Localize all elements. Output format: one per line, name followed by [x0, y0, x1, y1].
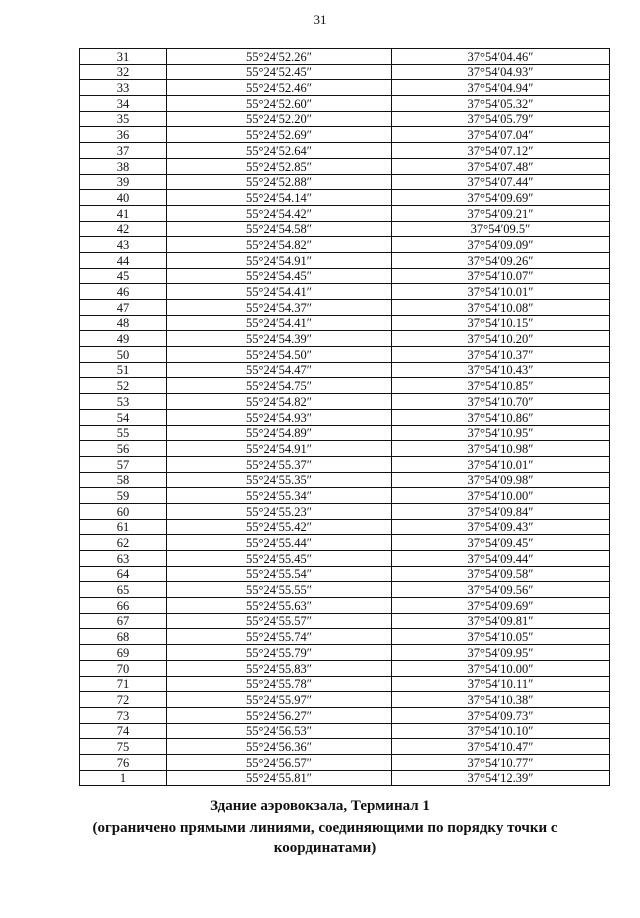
table-row	[80, 158, 610, 174]
point-number-cell: 61	[80, 519, 167, 535]
longitude-cell: 37°54′09.21″	[392, 205, 610, 221]
longitude-cell: 37°54′09.44″	[392, 551, 610, 567]
longitude-cell: 37°54′10.20″	[392, 331, 610, 347]
latitude-cell: 55°24′55.44″	[167, 535, 392, 551]
table-row	[80, 629, 610, 645]
point-number-cell: 43	[80, 237, 167, 253]
table-row	[80, 503, 610, 519]
point-number-cell: 74	[80, 723, 167, 739]
point-number-cell: 32	[80, 64, 167, 80]
latitude-cell: 55°24′54.39″	[167, 331, 392, 347]
latitude-cell: 55°24′54.45″	[167, 268, 392, 284]
longitude-cell: 37°54′04.94″	[392, 80, 610, 96]
latitude-cell: 55°24′54.93″	[167, 409, 392, 425]
latitude-cell: 55°24′55.63″	[167, 598, 392, 614]
longitude-cell: 37°54′09.5″	[392, 221, 610, 237]
longitude-cell: 37°54′10.00″	[392, 488, 610, 504]
point-number-cell: 65	[80, 582, 167, 598]
point-number-cell: 35	[80, 111, 167, 127]
longitude-cell: 37°54′09.98″	[392, 472, 610, 488]
point-number-cell: 38	[80, 158, 167, 174]
longitude-cell: 37°54′09.69″	[392, 190, 610, 206]
point-number-cell: 54	[80, 409, 167, 425]
point-number-cell: 53	[80, 394, 167, 410]
table-row	[80, 300, 610, 316]
latitude-cell: 55°24′55.83″	[167, 660, 392, 676]
point-number-cell: 63	[80, 551, 167, 567]
point-number-cell: 37	[80, 143, 167, 159]
latitude-cell: 55°24′56.57″	[167, 754, 392, 770]
coordinates-table-body	[80, 49, 610, 786]
point-number-cell: 56	[80, 441, 167, 457]
longitude-cell: 37°54′07.44″	[392, 174, 610, 190]
table-row	[80, 315, 610, 331]
longitude-cell: 37°54′10.01″	[392, 456, 610, 472]
point-number-cell: 47	[80, 300, 167, 316]
table-row	[80, 723, 610, 739]
table-row	[80, 205, 610, 221]
point-number-cell: 50	[80, 347, 167, 363]
latitude-cell: 55°24′54.82″	[167, 237, 392, 253]
point-number-cell: 71	[80, 676, 167, 692]
section-subtitle: (ограничено прямыми линиями, соединяющими по порядку точки с координатами)	[92, 820, 558, 856]
latitude-cell: 55°24′55.81″	[167, 770, 392, 786]
point-number-cell: 40	[80, 190, 167, 206]
point-number-cell: 62	[80, 535, 167, 551]
longitude-cell: 37°54′10.05″	[392, 629, 610, 645]
point-number-cell: 51	[80, 362, 167, 378]
latitude-cell: 55°24′55.35″	[167, 472, 392, 488]
longitude-cell: 37°54′10.47″	[392, 739, 610, 755]
table-row	[80, 362, 610, 378]
table-row	[80, 268, 610, 284]
table-row	[80, 127, 610, 143]
longitude-cell: 37°54′05.32″	[392, 96, 610, 112]
latitude-cell: 55°24′55.97″	[167, 692, 392, 708]
table-row	[80, 347, 610, 363]
latitude-cell: 55°24′52.46″	[167, 80, 392, 96]
table-row	[80, 456, 610, 472]
table-row	[80, 770, 610, 786]
longitude-cell: 37°54′09.43″	[392, 519, 610, 535]
longitude-cell: 37°54′07.04″	[392, 127, 610, 143]
table-row	[80, 551, 610, 567]
table-row	[80, 754, 610, 770]
longitude-cell: 37°54′09.69″	[392, 598, 610, 614]
longitude-cell: 37°54′09.81″	[392, 613, 610, 629]
page-number: 31	[313, 12, 327, 27]
point-number-cell: 31	[80, 49, 167, 65]
table-row	[80, 174, 610, 190]
table-row	[80, 676, 610, 692]
longitude-cell: 37°54′10.37″	[392, 347, 610, 363]
latitude-cell: 55°24′55.57″	[167, 613, 392, 629]
table-row	[80, 707, 610, 723]
latitude-cell: 55°24′55.23″	[167, 503, 392, 519]
point-number-cell: 33	[80, 80, 167, 96]
table-row	[80, 519, 610, 535]
table-row	[80, 284, 610, 300]
latitude-cell: 55°24′56.36″	[167, 739, 392, 755]
table-row	[80, 598, 610, 614]
table-row	[80, 660, 610, 676]
point-number-cell: 48	[80, 315, 167, 331]
point-number-cell: 75	[80, 739, 167, 755]
longitude-cell: 37°54′09.45″	[392, 535, 610, 551]
table-row	[80, 64, 610, 80]
point-number-cell: 58	[80, 472, 167, 488]
latitude-cell: 55°24′55.45″	[167, 551, 392, 567]
latitude-cell: 55°24′55.55″	[167, 582, 392, 598]
longitude-cell: 37°54′09.84″	[392, 503, 610, 519]
table-row	[80, 441, 610, 457]
point-number-cell: 76	[80, 754, 167, 770]
longitude-cell: 37°54′07.12″	[392, 143, 610, 159]
point-number-cell: 44	[80, 252, 167, 268]
point-number-cell: 39	[80, 174, 167, 190]
latitude-cell: 55°24′54.50″	[167, 347, 392, 363]
latitude-cell: 55°24′52.45″	[167, 64, 392, 80]
table-row	[80, 613, 610, 629]
point-number-cell: 67	[80, 613, 167, 629]
latitude-cell: 55°24′54.47″	[167, 362, 392, 378]
latitude-cell: 55°24′52.64″	[167, 143, 392, 159]
latitude-cell: 55°24′52.69″	[167, 127, 392, 143]
point-number-cell: 68	[80, 629, 167, 645]
table-row	[80, 425, 610, 441]
point-number-cell: 49	[80, 331, 167, 347]
longitude-cell: 37°54′07.48″	[392, 158, 610, 174]
latitude-cell: 55°24′54.89″	[167, 425, 392, 441]
point-number-cell: 34	[80, 96, 167, 112]
longitude-cell: 37°54′09.26″	[392, 252, 610, 268]
longitude-cell: 37°54′04.46″	[392, 49, 610, 65]
longitude-cell: 37°54′10.43″	[392, 362, 610, 378]
latitude-cell: 55°24′55.74″	[167, 629, 392, 645]
latitude-cell: 55°24′54.91″	[167, 441, 392, 457]
table-row	[80, 143, 610, 159]
longitude-cell: 37°54′10.77″	[392, 754, 610, 770]
table-row	[80, 566, 610, 582]
latitude-cell: 55°24′55.78″	[167, 676, 392, 692]
longitude-cell: 37°54′09.56″	[392, 582, 610, 598]
latitude-cell: 55°24′56.53″	[167, 723, 392, 739]
table-row	[80, 221, 610, 237]
longitude-cell: 37°54′04.93″	[392, 64, 610, 80]
latitude-cell: 55°24′55.34″	[167, 488, 392, 504]
point-number-cell: 60	[80, 503, 167, 519]
longitude-cell: 37°54′10.70″	[392, 394, 610, 410]
point-number-cell: 1	[80, 770, 167, 786]
table-row	[80, 692, 610, 708]
longitude-cell: 37°54′09.09″	[392, 237, 610, 253]
latitude-cell: 55°24′55.42″	[167, 519, 392, 535]
latitude-cell: 55°24′54.41″	[167, 284, 392, 300]
latitude-cell: 55°24′54.37″	[167, 300, 392, 316]
latitude-cell: 55°24′54.91″	[167, 252, 392, 268]
latitude-cell: 55°24′56.27″	[167, 707, 392, 723]
longitude-cell: 37°54′10.11″	[392, 676, 610, 692]
longitude-cell: 37°54′10.10″	[392, 723, 610, 739]
longitude-cell: 37°54′10.85″	[392, 378, 610, 394]
longitude-cell: 37°54′09.73″	[392, 707, 610, 723]
table-row	[80, 488, 610, 504]
latitude-cell: 55°24′52.26″	[167, 49, 392, 65]
point-number-cell: 73	[80, 707, 167, 723]
latitude-cell: 55°24′55.37″	[167, 456, 392, 472]
point-number-cell: 41	[80, 205, 167, 221]
table-row	[80, 331, 610, 347]
table-row	[80, 237, 610, 253]
latitude-cell: 55°24′55.79″	[167, 645, 392, 661]
longitude-cell: 37°54′10.07″	[392, 268, 610, 284]
table-row	[80, 111, 610, 127]
latitude-cell: 55°24′54.42″	[167, 205, 392, 221]
point-number-cell: 64	[80, 566, 167, 582]
table-row	[80, 96, 610, 112]
table-row	[80, 190, 610, 206]
table-row	[80, 252, 610, 268]
table-row	[80, 409, 610, 425]
latitude-cell: 55°24′52.20″	[167, 111, 392, 127]
longitude-cell: 37°54′10.95″	[392, 425, 610, 441]
point-number-cell: 52	[80, 378, 167, 394]
latitude-cell: 55°24′54.82″	[167, 394, 392, 410]
longitude-cell: 37°54′10.01″	[392, 284, 610, 300]
longitude-cell: 37°54′10.15″	[392, 315, 610, 331]
table-row	[80, 582, 610, 598]
table-row	[80, 645, 610, 661]
point-number-cell: 55	[80, 425, 167, 441]
table-row	[80, 739, 610, 755]
table-row	[80, 378, 610, 394]
point-number-cell: 46	[80, 284, 167, 300]
point-number-cell: 42	[80, 221, 167, 237]
latitude-cell: 55°24′52.88″	[167, 174, 392, 190]
point-number-cell: 66	[80, 598, 167, 614]
latitude-cell: 55°24′54.14″	[167, 190, 392, 206]
point-number-cell: 57	[80, 456, 167, 472]
table-row	[80, 394, 610, 410]
latitude-cell: 55°24′52.85″	[167, 158, 392, 174]
point-number-cell: 36	[80, 127, 167, 143]
point-number-cell: 69	[80, 645, 167, 661]
latitude-cell: 55°24′55.54″	[167, 566, 392, 582]
table-row	[80, 80, 610, 96]
table-row	[80, 535, 610, 551]
latitude-cell: 55°24′52.60″	[167, 96, 392, 112]
point-number-cell: 72	[80, 692, 167, 708]
longitude-cell: 37°54′10.08″	[392, 300, 610, 316]
longitude-cell: 37°54′10.98″	[392, 441, 610, 457]
point-number-cell: 70	[80, 660, 167, 676]
section-title: Здание аэровокзала, Терминал 1	[210, 798, 430, 814]
latitude-cell: 55°24′54.41″	[167, 315, 392, 331]
longitude-cell: 37°54′09.58″	[392, 566, 610, 582]
table-row	[80, 49, 610, 65]
longitude-cell: 37°54′12.39″	[392, 770, 610, 786]
latitude-cell: 55°24′54.75″	[167, 378, 392, 394]
longitude-cell: 37°54′10.86″	[392, 409, 610, 425]
longitude-cell: 37°54′10.00″	[392, 660, 610, 676]
point-number-cell: 45	[80, 268, 167, 284]
latitude-cell: 55°24′54.58″	[167, 221, 392, 237]
longitude-cell: 37°54′10.38″	[392, 692, 610, 708]
longitude-cell: 37°54′09.95″	[392, 645, 610, 661]
coordinates-table	[79, 48, 610, 786]
table-row	[80, 472, 610, 488]
point-number-cell: 59	[80, 488, 167, 504]
longitude-cell: 37°54′05.79″	[392, 111, 610, 127]
